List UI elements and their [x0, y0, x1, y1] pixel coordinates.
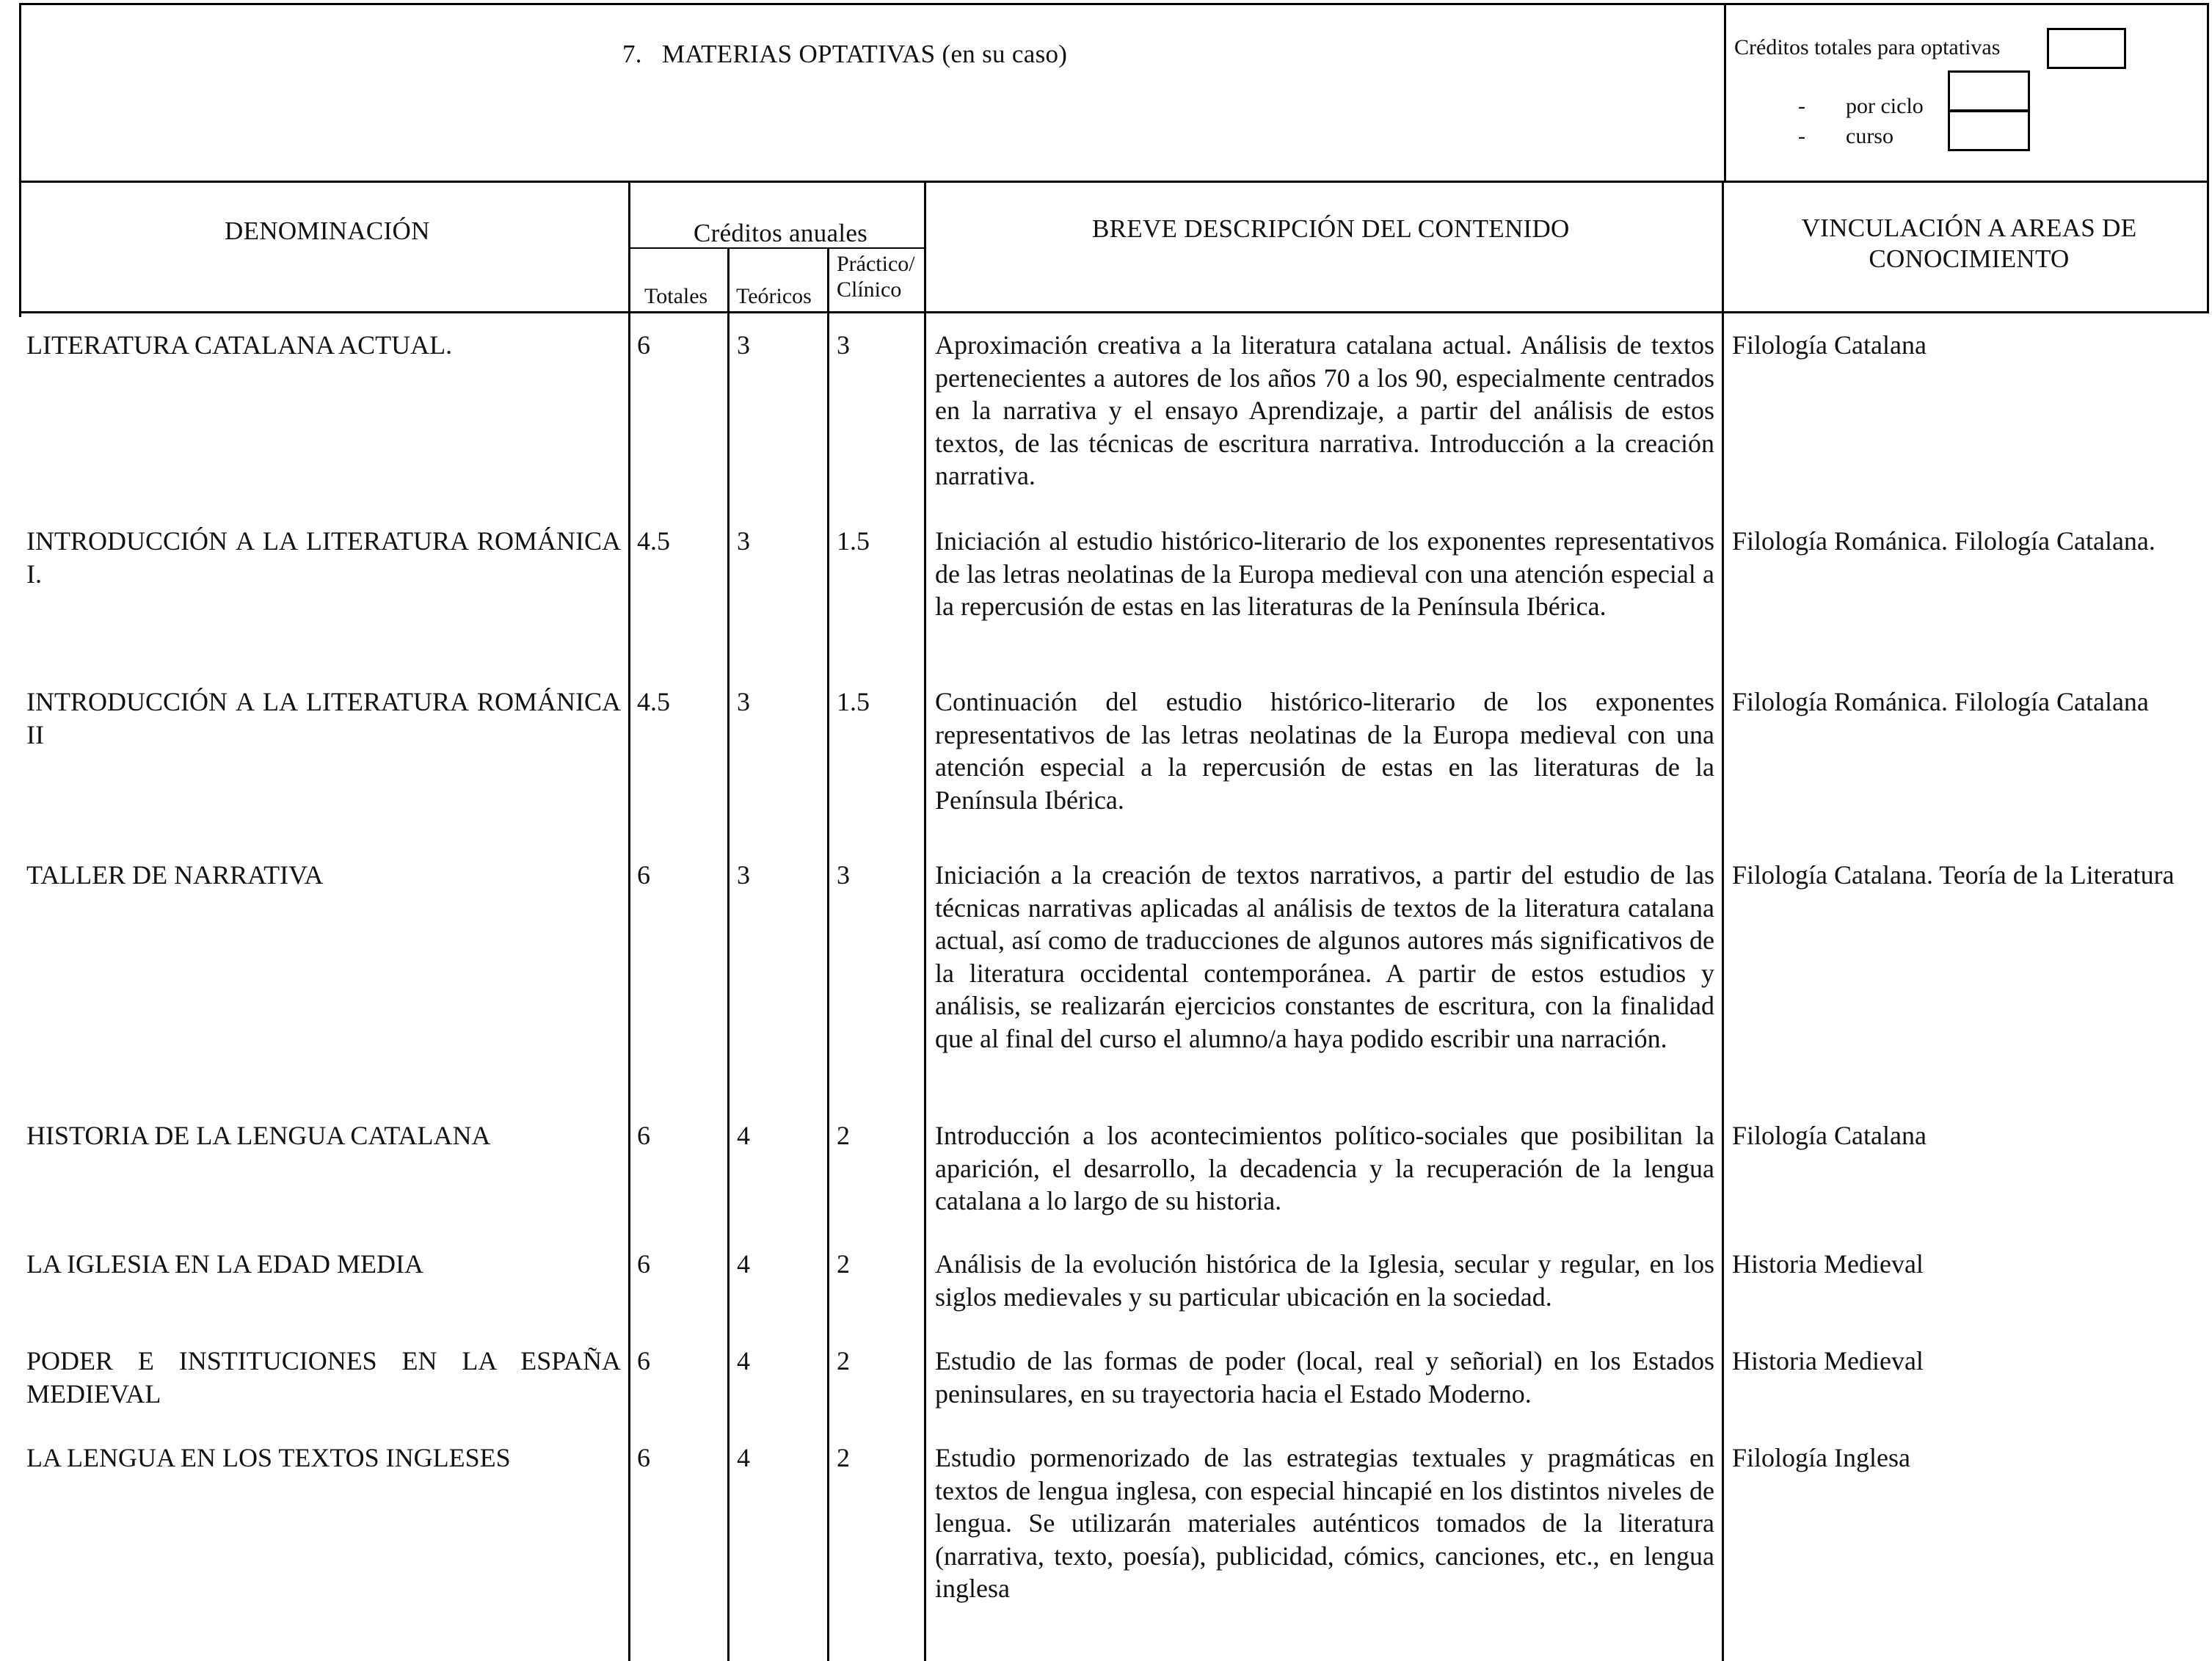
row-practico: 3 [837, 860, 850, 890]
col-header-creditos: Créditos anuales [694, 219, 868, 247]
row-description: Iniciación a la creación de textos narrativos, a partir del estudio de las técnicas narrativas aplicadas al análisis de textos de la literatura catalana actual, así como de traducciones de algunos autores más significativos de la literatura occidental contemporánea. A partir de estos estudios y análisis, se realizarán ejercicios constantes de escritura, con la finalidad que al final del curso el alumno/a haya podido escribir una narración. [935, 860, 1714, 1053]
row-name: LA IGLESIA EN LA EDAD MEDIA [26, 1249, 423, 1279]
section-title [622, 40, 1067, 69]
row-description: Iniciación al estudio histórico-literario de los exponentes representativos de las letras neolatinas de la Europa medieval con una atención especial a la repercusión de estas en las literaturas de la Península Ibérica. [935, 526, 1714, 621]
dash-course: - [1798, 124, 1805, 148]
row-totales: 4.5 [637, 526, 670, 556]
dash-cycle: - [1798, 94, 1805, 118]
per-cycle-label: por ciclo [1846, 94, 1924, 118]
row-teoricos: 4 [737, 1121, 750, 1150]
row-totales: 6 [637, 1443, 650, 1472]
row-teoricos: 3 [737, 687, 750, 716]
row-area: Filología Catalana [1732, 330, 1927, 360]
row-teoricos: 4 [737, 1443, 750, 1472]
col-line-practico [924, 181, 926, 1661]
row-practico: 2 [837, 1249, 850, 1279]
row-name: INTRODUCCIÓN A LA LITERATURA ROMÁNICA II [26, 687, 621, 749]
row-name: TALLER DE NARRATIVA [26, 860, 324, 890]
col-header-vinculacion-line1: VINCULACIÓN A AREAS DE [1801, 214, 2137, 242]
course-box[interactable] [1948, 110, 2030, 151]
col-line-desc [1722, 181, 1724, 1661]
credits-total-box[interactable] [2047, 28, 2126, 69]
col-line-totales [727, 247, 730, 1661]
row-description: Estudio de las formas de poder (local, real y señorial) en los Estados peninsulares, en su trayectoria hacia el Estado Moderno. [935, 1346, 1714, 1409]
col-header-totales: Totales [644, 284, 708, 308]
col-header-practico-line1: Práctico/ [837, 252, 915, 276]
row-teoricos: 4 [737, 1346, 750, 1375]
row-name: PODER E INSTITUCIONES EN LA ESPAÑA MEDIEVAL [26, 1346, 621, 1409]
section-title-text: MATERIAS OPTATIVAS (en su caso) [662, 40, 1068, 68]
row-totales: 6 [637, 1249, 650, 1279]
row-area: Filología Inglesa [1732, 1443, 1910, 1472]
col-header-practico [837, 251, 915, 302]
row-teoricos: 3 [737, 860, 750, 890]
row-area: Historia Medieval [1732, 1346, 1924, 1375]
row-area: Filología Románica. Filología Catalana [1732, 687, 2149, 716]
row-name: LA LENGUA EN LOS TEXTOS INGLESES [26, 1443, 511, 1472]
row-area: Historia Medieval [1732, 1249, 1924, 1279]
col-header-vinculacion-line2: CONOCIMIENTO [1869, 244, 2070, 273]
row-area: Filología Románica. Filología Catalana. [1732, 526, 2155, 556]
row-practico: 1.5 [837, 687, 870, 716]
credits-total-label: Créditos totales para optativas [1734, 35, 2001, 59]
colheader-bottom-line [19, 311, 2209, 313]
course-label: curso [1846, 124, 1893, 148]
row-teoricos: 4 [737, 1249, 750, 1279]
col-header-practico-line2: Clínico [837, 277, 902, 302]
row-teoricos: 3 [737, 526, 750, 556]
col-header-descripcion: BREVE DESCRIPCIÓN DEL CONTENIDO [1092, 214, 1570, 243]
row-description: Continuación del estudio histórico-literario de los exponentes representativos de las letras neolatinas de la Europa medieval con una atención especial a la repercusión de estas en las literaturas de la Península Ibérica. [935, 687, 1714, 815]
row-totales: 6 [637, 860, 650, 890]
col-header-vinculacion [1745, 213, 2193, 275]
row-name: INTRODUCCIÓN A LA LITERATURA ROMÁNICA I. [26, 526, 621, 589]
row-practico: 2 [837, 1443, 850, 1472]
per-cycle-box[interactable] [1948, 70, 2030, 112]
row-description: Introducción a los acontecimientos político-sociales que posibilitan la aparición, el desarrollo, la decadencia y la recuperación de la lengua catalana a lo largo de su historia. [935, 1121, 1714, 1215]
frame-left [19, 3, 21, 317]
row-practico: 2 [837, 1121, 850, 1150]
frame-top [19, 3, 2209, 5]
header-divider [1724, 3, 1726, 183]
row-totales: 6 [637, 1121, 650, 1150]
frame-right [2207, 3, 2209, 311]
section-number: 7. [622, 40, 642, 68]
row-description: Análisis de la evolución histórica de la Iglesia, secular y regular, en los siglos medievales y su particular ubicación en la sociedad. [935, 1249, 1714, 1312]
row-name: LITERATURA CATALANA ACTUAL. [26, 330, 453, 360]
row-name: HISTORIA DE LA LENGUA CATALANA [26, 1121, 491, 1150]
row-totales: 6 [637, 330, 650, 360]
col-line-name [628, 181, 630, 1661]
col-header-denominacion: DENOMINACIÓN [225, 217, 430, 245]
col-line-teoricos [827, 247, 829, 1661]
row-practico: 3 [837, 330, 850, 360]
col-header-teoricos: Teóricos [736, 284, 812, 308]
row-practico: 2 [837, 1346, 850, 1375]
header-bottom-line [19, 181, 2209, 183]
row-description: Estudio pormenorizado de las estrategias textuales y pragmáticas en textos de lengua inglesa, con especial hincapié en los distintos niveles de lengua. Se utilizarán materiales auténticos tomados de la literatura (narrativa, texto, poesía), publicidad, cómics, canciones, etc., en lengua inglesa [935, 1443, 1714, 1603]
row-practico: 1.5 [837, 526, 870, 556]
row-area: Filología Catalana [1732, 1121, 1927, 1150]
row-area: Filología Catalana. Teoría de la Literatura [1732, 860, 2175, 890]
row-teoricos: 3 [737, 330, 750, 360]
row-totales: 4.5 [637, 687, 670, 716]
row-totales: 6 [637, 1346, 650, 1375]
row-description: Aproximación creativa a la literatura catalana actual. Análisis de textos pertenecientes a autores de los años 70 a los 90, especialmente centrados en la narrativa y el ensayo Aprendizaje, a partir del análisis de estos textos, de las técnicas de escritura narrativa. Introducción a la creación narrativa. [935, 330, 1714, 490]
